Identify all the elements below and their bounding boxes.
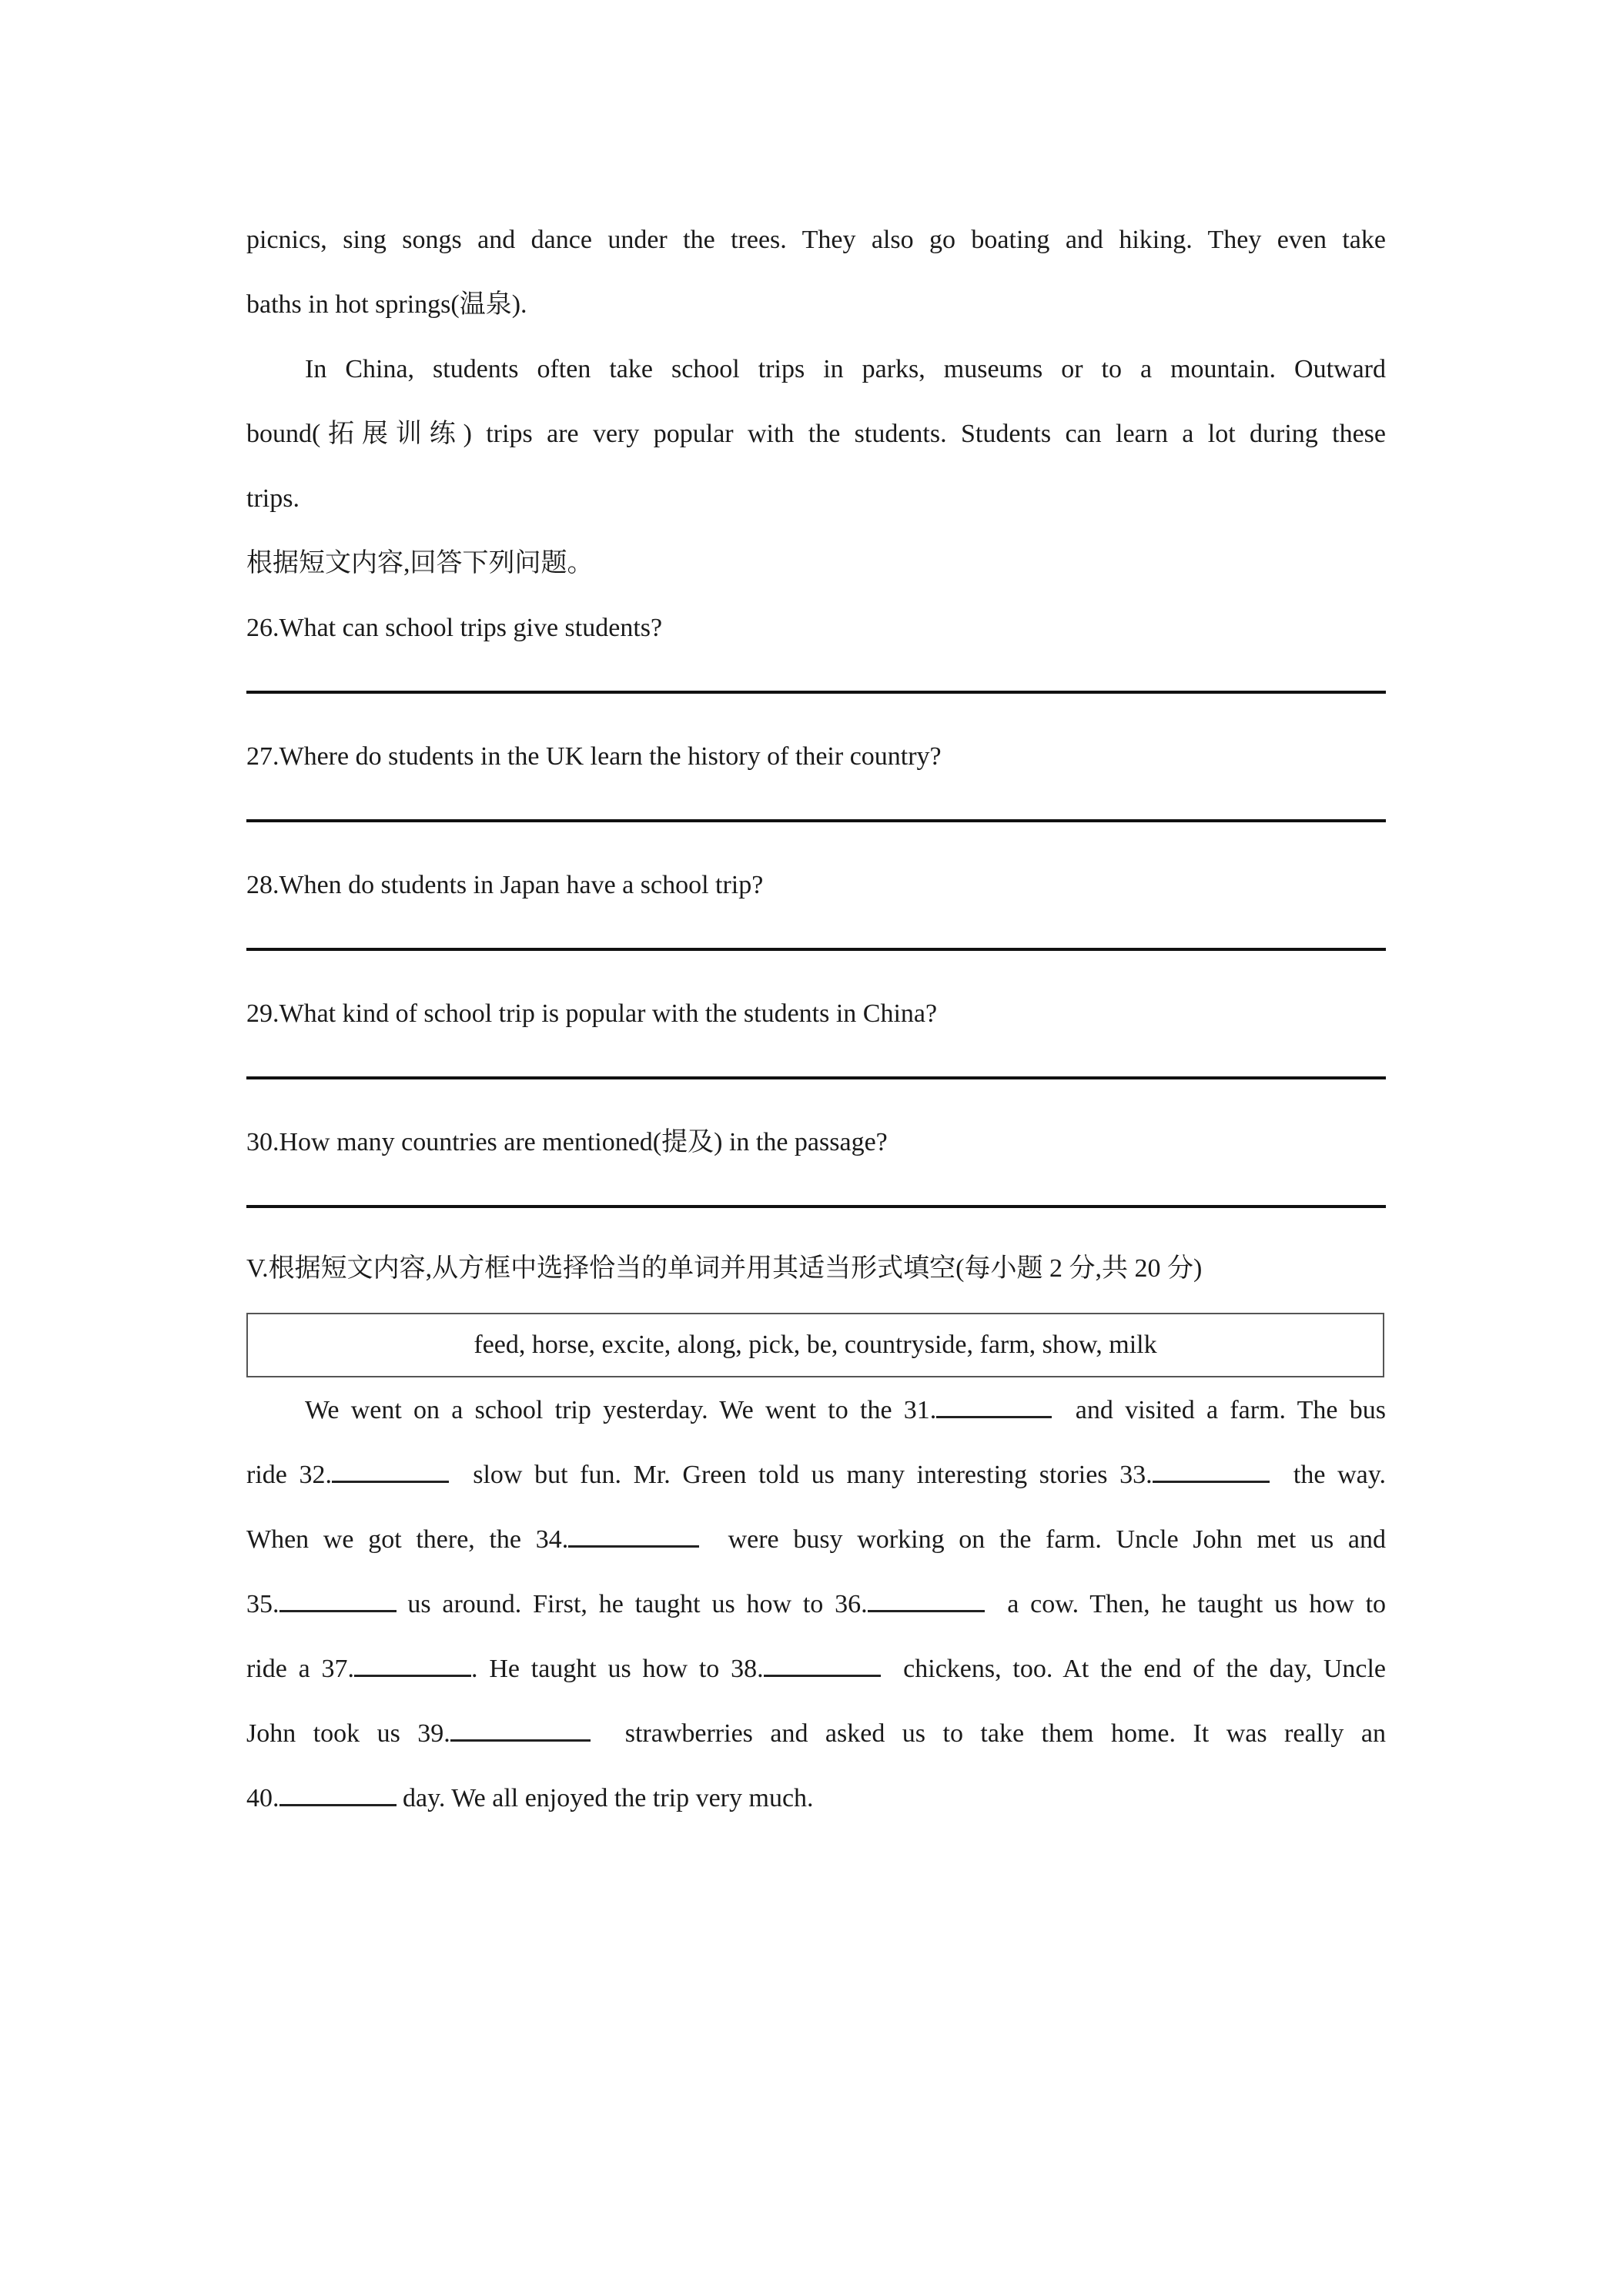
passage-line: bound(拓展训练) trips are very popular with the students. Students can learn a lot during these: [246, 420, 1386, 448]
answer-line-29[interactable]: [246, 1076, 1386, 1079]
passage-line: trips.: [246, 484, 300, 513]
blank-37[interactable]: [354, 1652, 471, 1677]
blank-39[interactable]: [450, 1716, 591, 1742]
cloze-text: were busy working on the farm. Uncle John met us and: [728, 1525, 1386, 1554]
blank-34[interactable]: [568, 1522, 699, 1548]
passage-line: In China, students often take school trips in parks, museums or to a mountain. Outward: [305, 355, 1386, 383]
answer-line-27[interactable]: [246, 819, 1386, 822]
passage-line: picnics, sing songs and dance under the trees. They also go boating and hiking. They even take: [246, 226, 1386, 254]
cloze-text: 35.: [246, 1590, 279, 1618]
cloze-line: [246, 1766, 1386, 1831]
answer-line-28[interactable]: [246, 948, 1386, 951]
cloze-text: When we got there, the 34.: [246, 1525, 569, 1554]
cloze-line: [246, 1378, 1386, 1443]
word-box: feed, horse, excite, along, pick, be, countryside, farm, show, milk: [246, 1313, 1384, 1377]
section4-instruction: 根据短文内容,回答下列问题。: [246, 549, 594, 577]
cloze-text: a cow. Then, he taught us how to: [1007, 1590, 1387, 1618]
cloze-line: [246, 1443, 1386, 1508]
cloze-text: the way.: [1293, 1461, 1387, 1489]
blank-33[interactable]: [1153, 1458, 1270, 1483]
cloze-text: slow but fun. Mr. Green told us many interesting stories 33.: [473, 1461, 1153, 1489]
cloze-text: chickens, too. At the end of the day, Uncle: [903, 1655, 1387, 1683]
question-27: 27.Where do students in the UK learn the history of their country?: [246, 742, 942, 771]
cloze-line: [246, 1572, 1386, 1637]
cloze-text: ride a 37.: [246, 1655, 355, 1683]
section5-heading: V.根据短文内容,从方框中选择恰当的单词并用其适当形式填空(每小题 2 分,共 20 分): [246, 1254, 1203, 1283]
cloze-text: . He taught us how to 38.: [471, 1655, 764, 1683]
blank-38[interactable]: [764, 1652, 881, 1677]
blank-40[interactable]: [279, 1781, 397, 1806]
cloze-passage: [246, 1378, 1386, 1831]
cloze-text: We went on a school trip yesterday. We went to the 31.: [305, 1396, 937, 1424]
cloze-line: [246, 1508, 1386, 1572]
cloze-text: ride 32.: [246, 1461, 332, 1489]
passage: [246, 208, 1386, 596]
question-29: 29.What kind of school trip is popular with the students in China?: [246, 999, 938, 1028]
blank-35[interactable]: [279, 1587, 397, 1612]
cloze-text: strawberries and asked us to take them home. It was really an: [624, 1719, 1386, 1748]
cloze-line: [246, 1702, 1386, 1766]
question-26: 26.What can school trips give students?: [246, 614, 663, 642]
blank-36[interactable]: [868, 1587, 985, 1612]
answer-line-26[interactable]: [246, 691, 1386, 694]
answer-line-30[interactable]: [246, 1205, 1386, 1208]
cloze-line: [246, 1637, 1386, 1702]
cloze-text: us around. First, he taught us how to 36.: [407, 1590, 868, 1618]
cloze-text: 40.: [246, 1784, 279, 1812]
blank-32[interactable]: [332, 1458, 449, 1483]
question-30: 30.How many countries are mentioned(提及) in the passage?: [246, 1128, 888, 1156]
question-28: 28.When do students in Japan have a school trip?: [246, 871, 764, 899]
passage-line: baths in hot springs(温泉).: [246, 290, 527, 319]
blank-31[interactable]: [936, 1393, 1052, 1418]
cloze-text: John took us 39.: [246, 1719, 450, 1748]
cloze-text: and visited a farm. The bus: [1075, 1396, 1386, 1424]
cloze-text: day. We all enjoyed the trip very much.: [403, 1784, 814, 1812]
